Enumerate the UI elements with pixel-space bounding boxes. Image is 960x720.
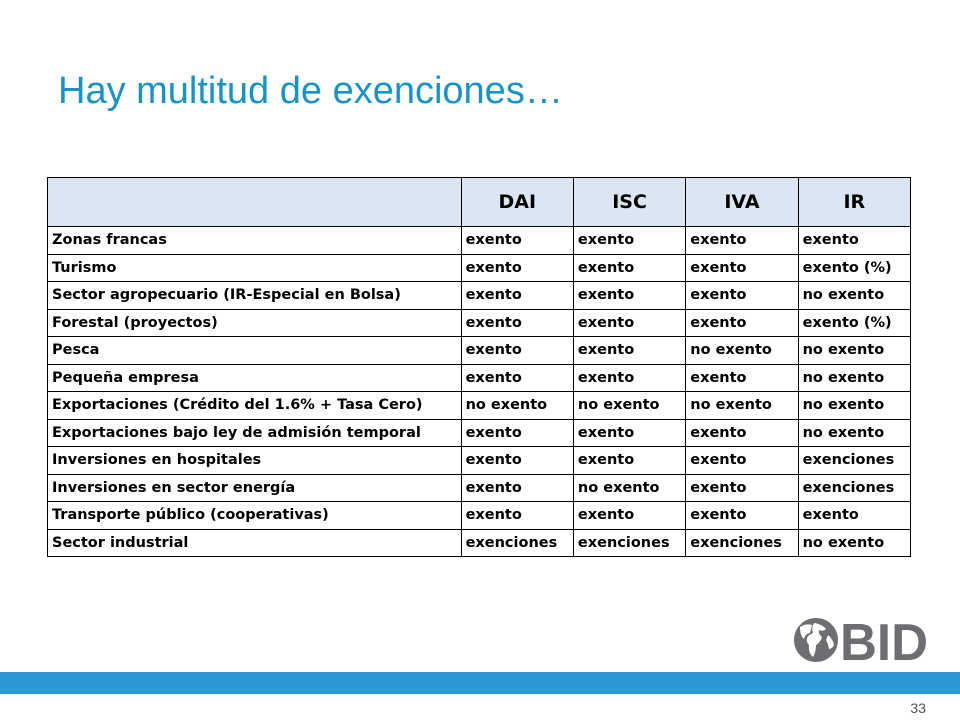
globe-icon: [794, 618, 838, 662]
cell-ir: exenciones: [798, 447, 910, 475]
footer-bar: [0, 672, 960, 694]
cell-sector: Sector industrial: [48, 529, 462, 557]
table-header-row: [48, 178, 911, 227]
cell-sector: Zonas francas: [48, 227, 462, 255]
cell-iva: exento: [686, 474, 798, 502]
cell-iva: exenciones: [686, 529, 798, 557]
cell-dai: exento: [461, 337, 573, 365]
logo-text: BID: [840, 615, 928, 665]
cell-ir: no exento: [798, 282, 910, 310]
cell-iva: exento: [686, 282, 798, 310]
cell-iva: exento: [686, 254, 798, 282]
cell-sector: Exportaciones bajo ley de admisión temporal: [48, 419, 462, 447]
cell-sector: Pequeña empresa: [48, 364, 462, 392]
header-cell-isc: ISC: [573, 178, 685, 227]
cell-isc: no exento: [573, 474, 685, 502]
cell-isc: exento: [573, 364, 685, 392]
cell-sector: Transporte público (cooperativas): [48, 502, 462, 530]
table-row: [48, 337, 911, 365]
cell-iva: no exento: [686, 337, 798, 365]
cell-isc: no exento: [573, 392, 685, 420]
cell-sector: Sector agropecuario (IR-Especial en Bolsa): [48, 282, 462, 310]
cell-isc: exento: [573, 419, 685, 447]
table-row: [48, 474, 911, 502]
table-row: [48, 282, 911, 310]
cell-isc: exento: [573, 447, 685, 475]
cell-iva: no exento: [686, 392, 798, 420]
cell-ir: no exento: [798, 529, 910, 557]
cell-isc: exento: [573, 282, 685, 310]
table-row: [48, 419, 911, 447]
cell-ir: no exento: [798, 419, 910, 447]
table-row: [48, 309, 911, 337]
cell-iva: exento: [686, 419, 798, 447]
cell-dai: exento: [461, 254, 573, 282]
header-cell-ir: IR: [798, 178, 910, 227]
cell-dai: exento: [461, 474, 573, 502]
cell-dai: exento: [461, 419, 573, 447]
cell-ir: no exento: [798, 364, 910, 392]
cell-ir: exento: [798, 227, 910, 255]
header-cell-sector: [48, 178, 462, 227]
cell-sector: Pesca: [48, 337, 462, 365]
table-row: [48, 392, 911, 420]
cell-dai: no exento: [461, 392, 573, 420]
cell-sector: Exportaciones (Crédito del 1.6% + Tasa Cero): [48, 392, 462, 420]
cell-isc: exenciones: [573, 529, 685, 557]
cell-isc: exento: [573, 227, 685, 255]
page-number: 33: [910, 700, 926, 716]
cell-dai: exento: [461, 227, 573, 255]
header-cell-dai: DAI: [461, 178, 573, 227]
cell-ir: exento (%): [798, 254, 910, 282]
cell-dai: exento: [461, 364, 573, 392]
cell-ir: exenciones: [798, 474, 910, 502]
table-row: [48, 502, 911, 530]
cell-iva: exento: [686, 502, 798, 530]
slide-title: Hay multitud de exenciones…: [58, 70, 563, 112]
cell-ir: exento: [798, 502, 910, 530]
bid-logo: [792, 615, 930, 665]
cell-sector: Forestal (proyectos): [48, 309, 462, 337]
cell-sector: Turismo: [48, 254, 462, 282]
cell-isc: exento: [573, 309, 685, 337]
table-row: [48, 364, 911, 392]
cell-dai: exento: [461, 502, 573, 530]
cell-iva: exento: [686, 447, 798, 475]
table-row: [48, 227, 911, 255]
cell-iva: exento: [686, 364, 798, 392]
cell-sector: Inversiones en hospitales: [48, 447, 462, 475]
cell-ir: no exento: [798, 337, 910, 365]
header-cell-iva: IVA: [686, 178, 798, 227]
exemptions-table: [47, 177, 911, 557]
cell-dai: exento: [461, 447, 573, 475]
cell-iva: exento: [686, 309, 798, 337]
cell-dai: exenciones: [461, 529, 573, 557]
cell-isc: exento: [573, 337, 685, 365]
cell-ir: exento (%): [798, 309, 910, 337]
cell-isc: exento: [573, 254, 685, 282]
cell-isc: exento: [573, 502, 685, 530]
cell-dai: exento: [461, 282, 573, 310]
table-row: [48, 529, 911, 557]
table-row: [48, 254, 911, 282]
cell-ir: no exento: [798, 392, 910, 420]
cell-iva: exento: [686, 227, 798, 255]
table-row: [48, 447, 911, 475]
cell-dai: exento: [461, 309, 573, 337]
cell-sector: Inversiones en sector energía: [48, 474, 462, 502]
